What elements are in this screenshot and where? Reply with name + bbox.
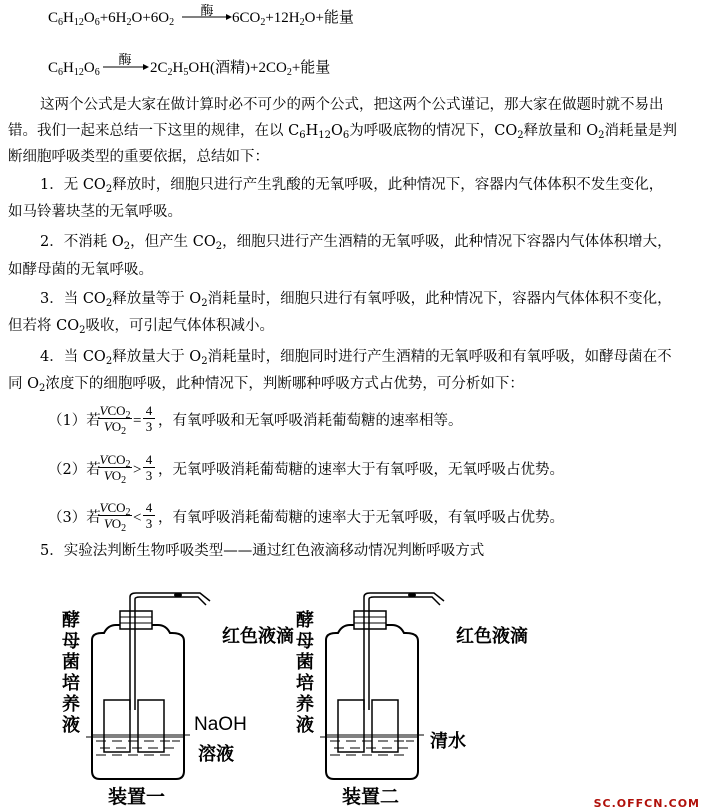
enzyme-label-1: 酶	[200, 4, 214, 19]
ratio-denominator: $VO_2$	[103, 516, 127, 534]
device-one-side-label	[60, 610, 82, 736]
list-item-4-cont: 同 $O_2$浓度下的细胞呼吸，此种情况下，判断哪种呼吸方式占优势，可分析如下：	[8, 376, 524, 394]
case-prefix: （3）若	[48, 510, 101, 526]
side-label-char: 菌	[62, 652, 80, 673]
equation-aerobic-right: $6CO_2+12H_2O+$能量	[232, 10, 354, 28]
side-label-char: 液	[296, 715, 314, 736]
side-label-char: 酵	[62, 610, 80, 631]
side-label-char: 液	[62, 715, 80, 736]
ratio-denominator: $VO_2$	[103, 419, 127, 437]
side-label-char: 养	[296, 694, 314, 715]
enzyme-label-2: 酶	[118, 53, 132, 68]
paragraph-line: 断细胞呼吸类型的重要依据，总结如下：	[8, 149, 269, 165]
list-item-2-cont: 如酵母菌的无氧呼吸。	[8, 262, 153, 278]
case-text: ，有氧呼吸和无氧呼吸消耗葡萄糖的速率相等。	[158, 413, 463, 429]
ratio-fraction	[98, 403, 132, 437]
equation-anaerobic-left: $C_6H_{12}O_6$	[48, 60, 100, 78]
side-label-char: 菌	[296, 652, 314, 673]
ratio-numerator: $VCO_2$	[99, 403, 131, 421]
side-label-char: 培	[62, 673, 80, 694]
device-two-drop-label: 红色液滴	[456, 626, 528, 647]
ratio-fraction	[98, 500, 132, 534]
list-item-2: 2．不消耗 $O_2$，但产生 $CO_2$，细胞只进行产生酒精的无氧呼吸，此种情况下容器内气体体积增大，	[40, 234, 672, 252]
list-item-5: 5．实验法判断生物呼吸类型——通过红色液滴移动情况判断呼吸方式	[40, 543, 485, 559]
tube-two	[364, 593, 444, 611]
reaction-arrow-2	[103, 62, 149, 72]
reaction-arrow-1	[182, 12, 232, 22]
ratio-fraction	[98, 452, 132, 486]
ratio-operator: =	[133, 413, 142, 429]
equation-aerobic	[48, 8, 174, 28]
side-label-char: 培	[296, 673, 314, 694]
side-label-char: 母	[296, 631, 314, 652]
device-one-solution-label: NaOH	[194, 714, 247, 735]
red-drop-one	[174, 593, 182, 598]
site-watermark: SC.OFFCN.COM	[593, 797, 700, 810]
device-one-solution-label-2: 溶液	[198, 744, 234, 765]
threshold-fraction: 4 3	[143, 403, 155, 434]
paragraph-line: 错。我们一起来总结一下这里的规律，在以 $C_6H_{12}O_6$为呼吸底物的情况下，$CO_2$释放量和 $O_2$消耗量是判	[8, 123, 677, 141]
stopper-one	[120, 611, 152, 629]
device-two-solution-label: 清水	[430, 731, 466, 752]
ratio-numerator: $VCO_2$	[99, 452, 131, 470]
case-prefix: （2）若	[48, 462, 101, 478]
tube-one	[130, 593, 210, 611]
list-item-1: 1．无 $CO_2$释放时，细胞只进行产生乳酸的无氧呼吸，此种情况下，容器内气体体积不发生变化，	[40, 177, 664, 195]
case-text: ，有氧呼吸消耗葡萄糖的速率大于无氧呼吸，有氧呼吸占优势。	[158, 510, 564, 526]
device-one-caption: 装置一	[108, 786, 166, 808]
threshold-fraction: 4 3	[143, 500, 155, 531]
case-prefix: （1）若	[48, 413, 101, 429]
experiment-figure	[0, 585, 706, 812]
side-label-char: 母	[62, 631, 80, 652]
ratio-operator: <	[133, 510, 142, 526]
list-item-3: 3．当 $CO_2$释放量等于 $O_2$消耗量时，细胞只进行有氧呼吸，此种情况下，容器内气体体积不变化，	[40, 291, 672, 309]
device-two-caption: 装置二	[342, 786, 400, 808]
ratio-denominator: $VO_2$	[103, 468, 127, 486]
case-text: ，无氧呼吸消耗葡萄糖的速率大于有氧呼吸，无氧呼吸占优势。	[158, 462, 564, 478]
device-one-drop-label: 红色液滴	[222, 626, 294, 647]
ratio-numerator: $VCO_2$	[99, 500, 131, 518]
equation-aerobic-left: $C_6H_{12}O_6+6H_2O+6O_2$	[48, 10, 175, 28]
side-label-char: 酵	[296, 610, 314, 631]
paragraph-line: 这两个公式是大家在做计算时必不可少的两个公式，把这两个公式谨记，那大家在做题时就不易出	[40, 97, 664, 113]
list-item-1-cont: 如马铃薯块茎的无氧呼吸。	[8, 204, 182, 220]
device-one	[86, 593, 210, 780]
stopper-two	[354, 611, 386, 629]
ratio-operator: >	[133, 462, 142, 478]
side-label-char: 养	[62, 694, 80, 715]
list-item-3-cont: 但若将 $CO_2$吸收，可引起气体体积减小。	[8, 318, 274, 336]
list-item-4: 4．当 $CO_2$释放量大于 $O_2$消耗量时，细胞同时进行产生酒精的无氧呼吸和有氧呼吸，如酵母菌在不	[40, 349, 672, 367]
equation-anaerobic-right: $2C_2H_5OH$(酒精)$+2CO_2+$能量	[150, 60, 331, 78]
device-two-side-label	[294, 610, 316, 736]
device-two	[320, 593, 444, 780]
threshold-fraction: 4 3	[143, 452, 155, 483]
red-drop-two	[408, 593, 416, 598]
